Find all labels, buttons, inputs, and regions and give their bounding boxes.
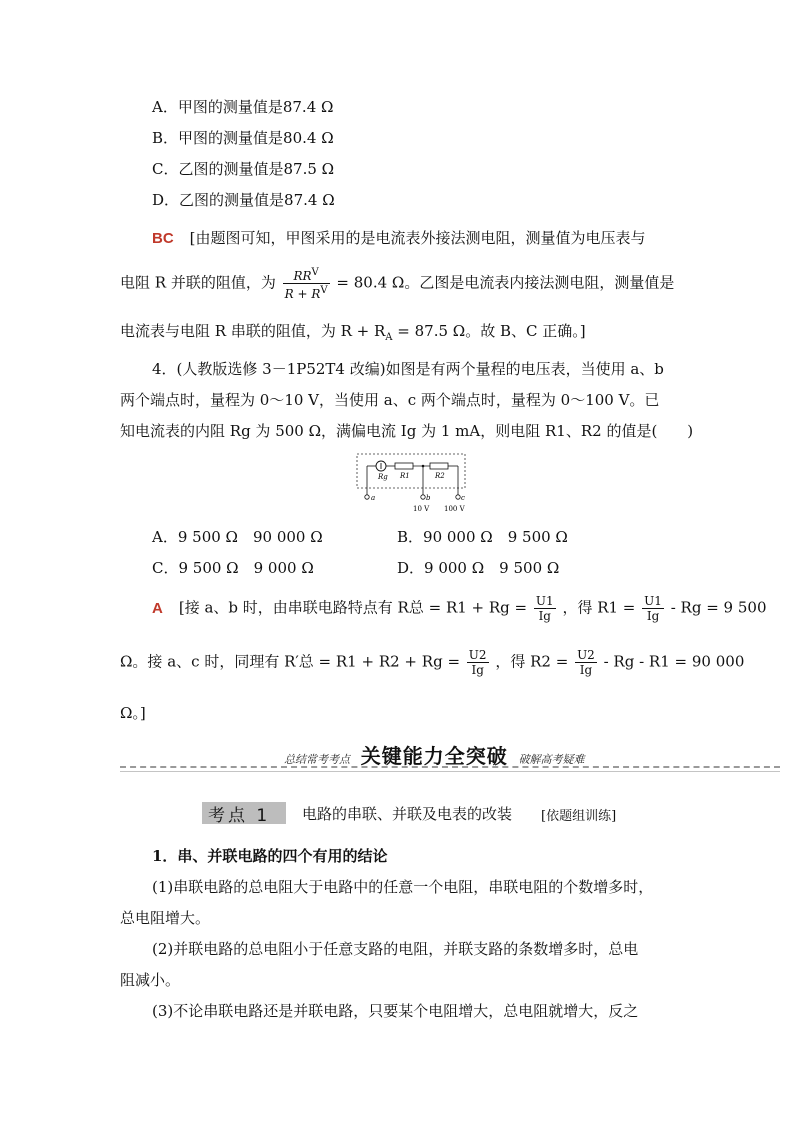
voltmeter-circuit-diagram — [355, 452, 470, 514]
q3-explanation-line3: 电流表与电阻 R 串联的阻值，为 $R + R_A = 87.5$ Ω。故 B、C 正确。] — [120, 322, 586, 343]
conclusion-1-line2: 总电阻增大。 — [120, 909, 211, 927]
q3-option-a: A．甲图的测量值是87.4 Ω — [152, 98, 334, 116]
q3-explanation-line1: BC [由题图可知，甲图采用的是电流表外接法测电阻，测量值为电压表与 — [152, 229, 646, 247]
q4-explanation-line1: A [接 a、b 时，由串联电路特点有 R总 = R1 + Rg = $\frac{U1}{Ig}$ ，得 R1 = $\frac{U1}{Ig}$ - Rg = 9 500 — [152, 594, 767, 623]
terminal-a-label: a — [371, 494, 376, 502]
q4-option-b: B．90 000 Ω 9 500 Ω — [397, 528, 568, 546]
r2-label: R2 — [435, 472, 445, 480]
q4-explanation-line2: Ω。接 a、c 时，同理有 R′总 = R1 + R2 + Rg = $\frac{U2}{Ig}$ ，得 R2 = $\frac{U2}{Ig}$ - Rg - R1 = 90 000 — [120, 648, 745, 677]
conclusion-1-line1: (1)串联电路的总电阻大于电路中的任意一个电阻，串联电阻的个数增多时， — [152, 878, 654, 896]
q4-explanation-line3: Ω。] — [120, 704, 146, 722]
q4-stem-line2: 两个端点时，量程为 0～10 V，当使用 a、c 两个端点时，量程为 0～100 V。已 — [120, 391, 660, 409]
q3-explanation-line2: 电阻 R 并联的阻值，为 $\frac{RR^V}{R + R^V}$ = 80.4 Ω。乙图是电流表内接法测电阻，测量值是 — [120, 267, 675, 301]
q4-answer: A — [152, 599, 163, 617]
q3-option-d: D．乙图的测量值是87.4 Ω — [152, 191, 335, 209]
section-tag: [依题组训练] — [541, 809, 617, 824]
terminal-c-label: c — [461, 494, 465, 502]
q4-option-d: D．9 000 Ω 9 500 Ω — [397, 559, 560, 577]
conclusion-3-line1: (3)不论串联电路还是并联电路，只要某个电阻增大，总电阻就增大，反之 — [152, 1002, 639, 1020]
section-title: 电路的串联、并联及电表的改装 — [302, 805, 513, 823]
q3-fraction: $\frac{RR^V}{R + R^V}$ — [284, 267, 328, 301]
banner-divider — [120, 766, 780, 768]
section-banner — [284, 740, 585, 769]
banner-divider-2 — [120, 771, 780, 772]
conclusions-heading: 1．串、并联电路的四个有用的结论 — [152, 847, 388, 865]
rg-label: Rg — [378, 473, 388, 481]
conclusion-2-line2: 阻减小。 — [120, 971, 181, 989]
range-b-label: 10 V — [413, 505, 430, 513]
q3-answer: BC — [152, 230, 174, 247]
r1-label: R1 — [400, 472, 410, 480]
q4-stem-line3: 知电流表的内阻 Rg 为 500 Ω，满偏电流 Ig 为 1 mA，则电阻 R1、R2 的值是( ) — [120, 422, 694, 440]
q4-option-c: C．9 500 Ω 9 000 Ω — [152, 559, 314, 577]
conclusion-2-line1: (2)并联电路的总电阻小于任意支路的电阻，并联支路的条数增多时，总电 — [152, 940, 639, 958]
kaodian-label: 考点 1 — [208, 806, 271, 826]
r2-resistor — [430, 463, 448, 469]
terminal-b-label: b — [426, 494, 431, 502]
r1-resistor — [395, 463, 413, 469]
range-c-label: 100 V — [444, 505, 465, 513]
banner-right: 破解高考疑难 — [518, 753, 585, 766]
banner-title: 关键能力全突破 — [360, 744, 508, 768]
q4-option-a: A．9 500 Ω 90 000 Ω — [152, 528, 323, 546]
q3-option-b: B．甲图的测量值是80.4 Ω — [152, 129, 334, 147]
banner-left: 总结常考考点 — [284, 753, 350, 766]
q4-stem-line1: 4．(人教版选修 3－1P52T4 改编)如图是有两个量程的电压表，当使用 a、b — [152, 360, 664, 378]
q3-option-c: C．乙图的测量值是87.5 Ω — [152, 160, 335, 178]
